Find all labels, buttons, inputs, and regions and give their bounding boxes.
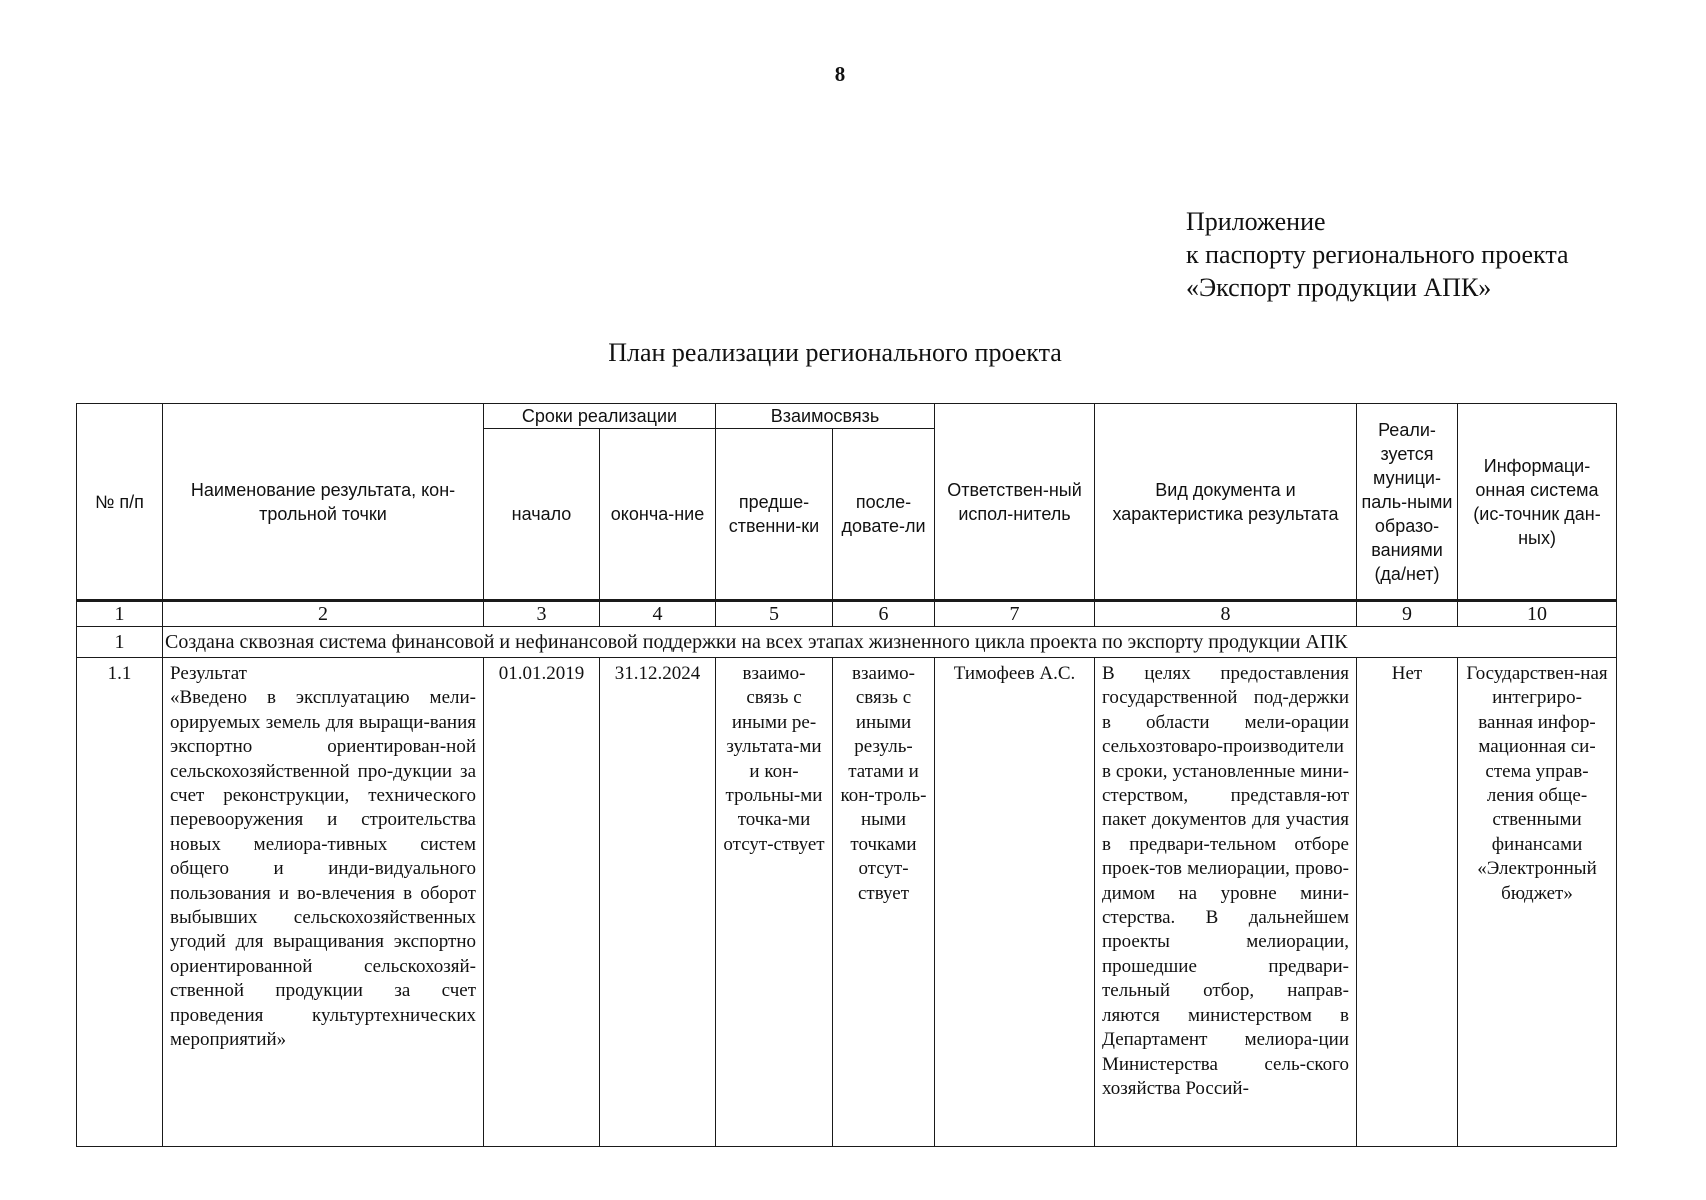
header-doc-type: Вид документа и характеристика результата <box>1095 404 1357 601</box>
header-num: № п/п <box>77 404 163 601</box>
header-relation: Взаимосвязь <box>716 404 935 429</box>
column-number: 9 <box>1357 601 1458 627</box>
end-date: 31.12.2024 <box>600 658 716 1147</box>
column-number: 10 <box>1458 601 1617 627</box>
info-system-cell: Государствен-ная интегриро-ванная инфор-мационная си-стема управ-ления обще-ственными финансами «Электронный бюджет» <box>1458 658 1617 1147</box>
column-number: 6 <box>833 601 935 627</box>
municipal-cell: Нет <box>1357 658 1458 1147</box>
column-number: 8 <box>1095 601 1357 627</box>
header-start: начало <box>484 429 600 601</box>
column-number: 4 <box>600 601 716 627</box>
header-terms: Сроки реализации <box>484 404 716 429</box>
annex-line-1: Приложение <box>1186 207 1326 236</box>
table-row <box>77 658 1617 1147</box>
plan-title: План реализации регионального проекта <box>608 338 1062 367</box>
doc-type-cell: В целях предоставления государственной под-держки в области мели-орации сельхозтоваро-производители в сроки, установленные мини-стерством, представля-ют пакет документов для участия в предвари-тельном отборе проек-тов мелиорации, прово-димом на уровне мини-стерства. В дальнейшем проекты мелиорации, прошедшие предвари-тельный отбор, направ-ляются министерством в Департамент мелиора-ции Министерства сель-ского хозяйства Россий- <box>1095 658 1357 1147</box>
annex-line-2: к паспорту регионального проекта <box>1186 240 1569 269</box>
start-date: 01.01.2019 <box>484 658 600 1147</box>
responsible-cell: Тимофеев А.С. <box>935 658 1095 1147</box>
column-number: 2 <box>163 601 484 627</box>
header-end: оконча-ние <box>600 429 716 601</box>
plan-table <box>76 403 1617 1147</box>
section-row <box>77 627 1617 658</box>
column-number: 1 <box>77 601 163 627</box>
predecessors-cell: взаимо-связь с иными ре-зультата-ми и кон-трольны-ми точка-ми отсут-ствует <box>716 658 833 1147</box>
header-municipal: Реали-зуется муници-паль-ными образо-ваниями (да/нет) <box>1357 404 1458 601</box>
annex-block <box>1186 205 1569 304</box>
row-num: 1.1 <box>77 658 163 1147</box>
result-name: «Введено в эксплуатацию мели-орируемых земель для выращи-вания экспортно ориентирован-ной сельскохозяйственной про-дукции за счет реконструкции, технического перевооружения и строительства новых мелиора-тивных систем общего и инди-видуального пользования и во-влечения в оборот выбывших сельскохозяйственных угодий для выращивания экспортно ориентированной сельскохозяй-ственной продукции за счет проведения культуртехнических мероприятий» <box>170 687 476 1051</box>
annex-line-3: «Экспорт продукции АПК» <box>1186 273 1492 302</box>
header-info-system: Информаци-онная система (ис-точник дан-ных) <box>1458 404 1617 601</box>
header-successors: после-довате-ли <box>833 429 935 601</box>
page-number: 8 <box>834 62 846 86</box>
section-num: 1 <box>77 627 163 658</box>
column-number: 7 <box>935 601 1095 627</box>
result-label: Результат <box>170 663 247 684</box>
header-responsible: Ответствен-ный испол-нитель <box>935 404 1095 601</box>
result-name-cell <box>163 658 484 1147</box>
header-name: Наименование результата, кон-трольной точки <box>163 404 484 601</box>
column-number: 5 <box>716 601 833 627</box>
header-predecessors: предше-ственни-ки <box>716 429 833 601</box>
section-title: Создана сквозная система финансовой и нефинансовой поддержки на всех этапах жизненного цикла проекта по экспорту продукции АПК <box>163 627 1617 658</box>
column-number: 3 <box>484 601 600 627</box>
successors-cell: взаимо-связь с иными резуль-татами и кон-троль-ными точками отсут-ствует <box>833 658 935 1147</box>
